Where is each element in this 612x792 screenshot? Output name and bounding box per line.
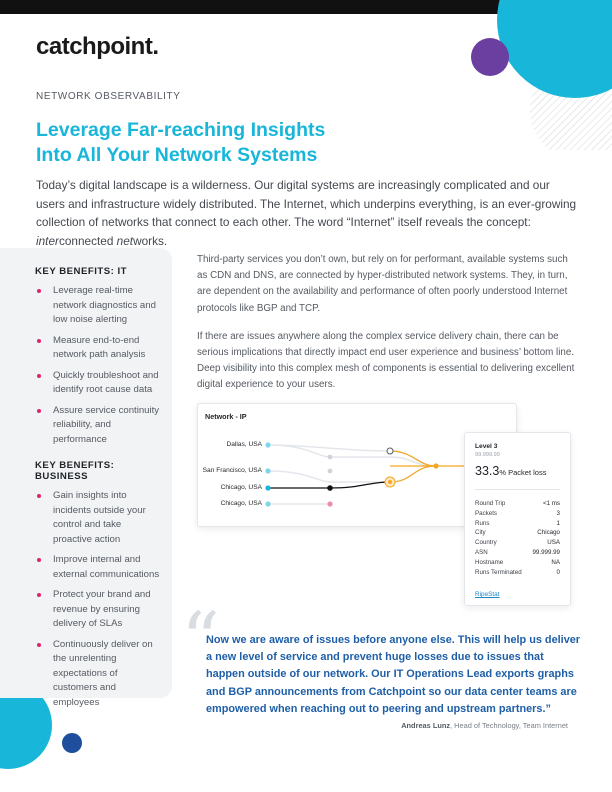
path-line (268, 445, 436, 466)
intro-italic-net: net (116, 233, 134, 248)
detail-label: Country (475, 539, 497, 547)
detail-row (475, 548, 560, 558)
headline-line-1: Leverage Far-reaching Insights (36, 119, 326, 141)
city-label-chicago-1: Chicago, USA (220, 484, 262, 491)
source-node[interactable] (265, 442, 270, 447)
business-benefits-heading: KEY BENEFITS: BUSINESS (35, 460, 115, 482)
list-item: Leverage real-time network diagnostics and low noise alerting (35, 284, 160, 328)
list-item: Measure end-to-end network path analysis (35, 334, 160, 363)
headline-line-2: Into All Your Network Systems (36, 144, 318, 166)
detail-value: NA (551, 558, 560, 566)
source-node[interactable] (265, 485, 270, 490)
ripestat-link[interactable]: RipeStat (475, 591, 500, 599)
hop-node-alert[interactable] (327, 501, 332, 506)
it-benefits-list (35, 284, 160, 447)
business-benefits-list (35, 489, 160, 710)
logo-text: catchpoint (36, 33, 153, 60)
intro-text-1: Today’s digital landscape is a wilderness. Our digital systems are increasingly complicated and our users and infrastructure widely distributed. The Internet, which underpins everything, is an ever-growing collection of networks that connect to each other. The word “Internet” itself reveals the concept: (36, 178, 577, 229)
list-item: Assure service continuity reliability, and performance (35, 404, 160, 448)
detail-row (475, 519, 560, 529)
intro-paragraph (36, 176, 581, 250)
path-line-highlight (390, 451, 436, 466)
city-label-dallas: Dallas, USA (226, 441, 262, 448)
quote-author: Andreas Lunz (401, 721, 451, 730)
catchpoint-logo (36, 33, 159, 61)
path-line (268, 466, 436, 482)
detail-label: Packets (475, 509, 498, 517)
intro-text-3: works. (133, 233, 168, 248)
cyan-circle (497, 0, 612, 98)
body-paragraph-2: If there are issues anywhere along the complex service delivery chain, there can be serious implications that directly impact end user experience and business’ bottom line. Deep visibility into this complex mesh of components is essential to delivering excellent digital experience to your users. (197, 330, 575, 391)
customer-quote: Now we are aware of issues before anyone else. This will help us deliver a new level of service and prevent huge losses due to issues that happen outside of our network. Our IT Operations Lead exports graphs and BGP announcements from Catchpoint so our data center teams are empowered when reaching out to peering and upstream partners.” (206, 634, 581, 715)
list-item: Continuously deliver on the unrelenting expectations of customers and employees (35, 638, 160, 711)
network-card-title: Network - IP (205, 412, 247, 421)
quote-author-role: , Head of Technology, Team Internet (450, 721, 568, 730)
detail-value: 1 (556, 519, 560, 527)
detail-label: Runs Terminated (475, 568, 522, 576)
detail-label: Round Trip (475, 500, 506, 507)
eyebrow-label: NETWORK OBSERVABILITY (36, 91, 181, 102)
intro-text-2: connected (58, 233, 117, 248)
detail-id: 99.999.99 (475, 452, 500, 458)
top-right-decoration (430, 0, 612, 150)
detail-label: Runs (475, 519, 490, 527)
body-paragraph-1: Third-party services you don’t own, but rely on for performant, available systems such as CDN and DNS, are connected by hyper-distributed network systems. They, in turn, are dependent on the availability and performance of often poorly understood Internet protocols like BGP and TCP. (197, 254, 568, 314)
hop-node-open[interactable] (387, 448, 393, 454)
packet-loss-metric (475, 464, 560, 478)
hop-node[interactable] (328, 469, 333, 474)
page-headline (36, 118, 436, 168)
detail-value: 99.999.99 (532, 548, 560, 556)
list-item: Improve internal and external communications (35, 553, 160, 582)
detail-row (475, 509, 560, 519)
purple-circle (471, 38, 509, 76)
destination-node[interactable] (433, 463, 438, 468)
it-benefits-heading: KEY BENEFITS: IT (35, 266, 128, 277)
detail-value: Chicago (537, 529, 560, 537)
list-item: Gain insights into incidents outside your control and take proactive action (35, 489, 160, 547)
hop-node[interactable] (328, 455, 333, 460)
quote-attribution (330, 721, 568, 730)
detail-value: 0 (556, 568, 560, 576)
detail-value: USA (547, 539, 560, 547)
detail-row (475, 568, 560, 578)
intro-italic-inter: inter (36, 233, 59, 248)
navy-circle (62, 733, 82, 753)
detail-label: Hostname (475, 558, 504, 566)
logo-dot: . (152, 33, 159, 60)
hop-node-selected[interactable] (327, 485, 333, 491)
body-copy (197, 252, 575, 406)
detail-value: 3 (556, 509, 560, 517)
source-node[interactable] (265, 501, 270, 506)
divider (475, 489, 560, 490)
path-line-highlight (390, 466, 436, 482)
packet-loss-label: % Packet loss (499, 468, 547, 477)
detail-value: <1 ms (542, 500, 560, 507)
source-node[interactable] (265, 468, 270, 473)
detail-row (475, 558, 560, 568)
detail-label: City (475, 529, 486, 537)
list-item: Protect your brand and revenue by ensuring delivery of SLAs (35, 588, 160, 632)
detail-row (475, 528, 560, 538)
hop-detail-card (464, 432, 571, 606)
detail-label: ASN (475, 548, 488, 556)
city-label-san-francisco: San Francisco, USA (202, 467, 262, 474)
quote-mark-icon: “ (181, 595, 220, 684)
city-label-chicago-2: Chicago, USA (220, 500, 262, 507)
detail-row (475, 538, 560, 548)
detail-row (475, 499, 560, 509)
detail-level: Level 3 (475, 443, 498, 450)
key-benefits-sidebar (0, 248, 172, 708)
hop-node-highlight-core (388, 480, 392, 484)
packet-loss-value: 33.3 (475, 464, 500, 478)
list-item: Quickly troubleshoot and identify root cause data (35, 369, 160, 398)
